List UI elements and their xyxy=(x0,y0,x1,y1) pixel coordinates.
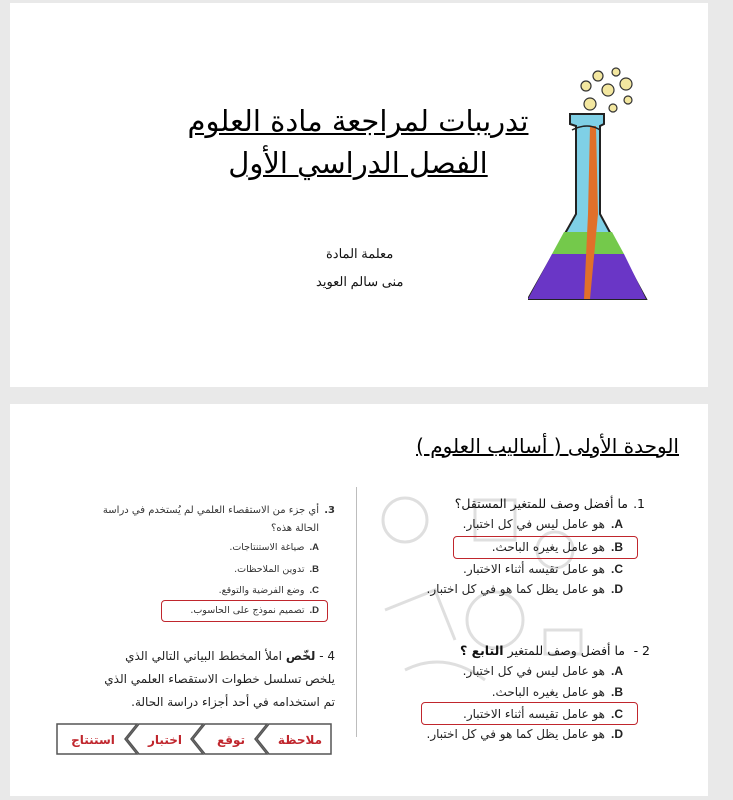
q1-option-c xyxy=(463,562,623,576)
flow-step-2: توقع xyxy=(216,733,246,747)
q2-answer-highlight xyxy=(421,702,638,725)
teacher-role: معلمة المادة xyxy=(326,246,394,261)
option-text: صياغة الاستنتاجات. xyxy=(229,542,305,553)
option-text: هو عامل تقيسه أثناء الاختبار. xyxy=(463,562,605,576)
option-text: تدوين الملاحظات. xyxy=(234,564,305,575)
q2-option-d xyxy=(427,727,623,741)
q4-number: 4 - xyxy=(319,649,335,663)
option-letter: D. xyxy=(610,727,623,741)
option-letter: A. xyxy=(309,542,319,553)
q4-text-line2: يلخص تسلسل خطوات الاستقصاء العلمي الذي xyxy=(104,672,335,686)
flow-diagram xyxy=(55,722,333,756)
column-divider xyxy=(356,487,357,737)
q2-text-main: ما أفضل وصف للمتغير xyxy=(507,643,625,658)
option-letter: C. xyxy=(610,707,623,721)
q1-answer-highlight xyxy=(453,536,638,559)
option-letter: D. xyxy=(610,582,623,596)
q2-text xyxy=(460,643,625,658)
q4-line1 xyxy=(125,649,335,663)
q1-number: 1. xyxy=(633,496,645,511)
option-letter: A. xyxy=(610,664,623,678)
option-text: هو عامل يظل كما هو في كل اختبار. xyxy=(426,582,605,596)
q3-option-b xyxy=(234,564,319,575)
option-letter: C. xyxy=(309,585,319,596)
q3-option-a xyxy=(229,542,319,553)
option-text: هو عامل ليس في كل اختبار. xyxy=(462,664,605,678)
q3-text-line1: أي جزء من الاستقصاء العلمي لم يُستخدم في دراسة xyxy=(102,505,319,516)
flask-icon xyxy=(528,64,648,314)
option-text: هو عامل يغيره الباحث. xyxy=(491,685,605,699)
option-letter: B. xyxy=(610,685,623,699)
option-letter: D. xyxy=(309,605,319,616)
q4-text-line3: تم استخدامه في أحد أجزاء دراسة الحالة. xyxy=(131,695,335,709)
flow-step-3: اختبار xyxy=(148,733,182,747)
q4-bold-word: لخّص xyxy=(285,649,316,663)
option-text: هو عامل يغيره الباحث. xyxy=(491,540,605,554)
flow-step-1: ملاحظة xyxy=(277,733,323,747)
q3-text-line2: الحالة هذه؟ xyxy=(271,523,319,534)
option-letter: C. xyxy=(610,562,623,576)
option-text: هو عامل ليس في كل اختبار. xyxy=(462,517,605,531)
option-text: هو عامل تقيسه أثناء الاختبار. xyxy=(463,707,605,721)
q2-keyword: التابع ؟ xyxy=(459,643,504,658)
q2-number: 2 - xyxy=(633,643,650,658)
option-letter: A. xyxy=(610,517,623,531)
option-letter: B. xyxy=(309,564,319,575)
q3-answer-highlight xyxy=(161,600,328,622)
flow-step-4: استنتاج xyxy=(71,733,115,747)
option-letter: B. xyxy=(610,540,623,554)
teacher-name: منى سالم العويد xyxy=(316,274,404,289)
option-text: تصميم نموذج على الحاسوب. xyxy=(190,605,305,616)
q1-text: ما أفضل وصف للمتغير المستقل؟ xyxy=(454,496,628,511)
slide-title-line2: الفصل الدراسي الأول xyxy=(228,146,488,180)
option-text: هو عامل يظل كما هو في كل اختبار. xyxy=(426,727,605,741)
q1-option-d xyxy=(427,582,623,596)
option-text: وضع الفرضية والتوقع. xyxy=(218,585,305,596)
slide-title-line1: تدريبات لمراجعة مادة العلوم xyxy=(187,104,529,138)
q1-option-a xyxy=(463,517,623,531)
q4-text-line1: املأ المخطط البياني التالي الذي xyxy=(125,649,283,663)
q3-number: 3. xyxy=(324,505,335,516)
unit-title: الوحدة الأولى ( أساليب العلوم ) xyxy=(416,434,679,458)
q2-option-b xyxy=(492,685,623,699)
q2-option-a xyxy=(463,664,623,678)
q3-option-c xyxy=(219,585,319,596)
